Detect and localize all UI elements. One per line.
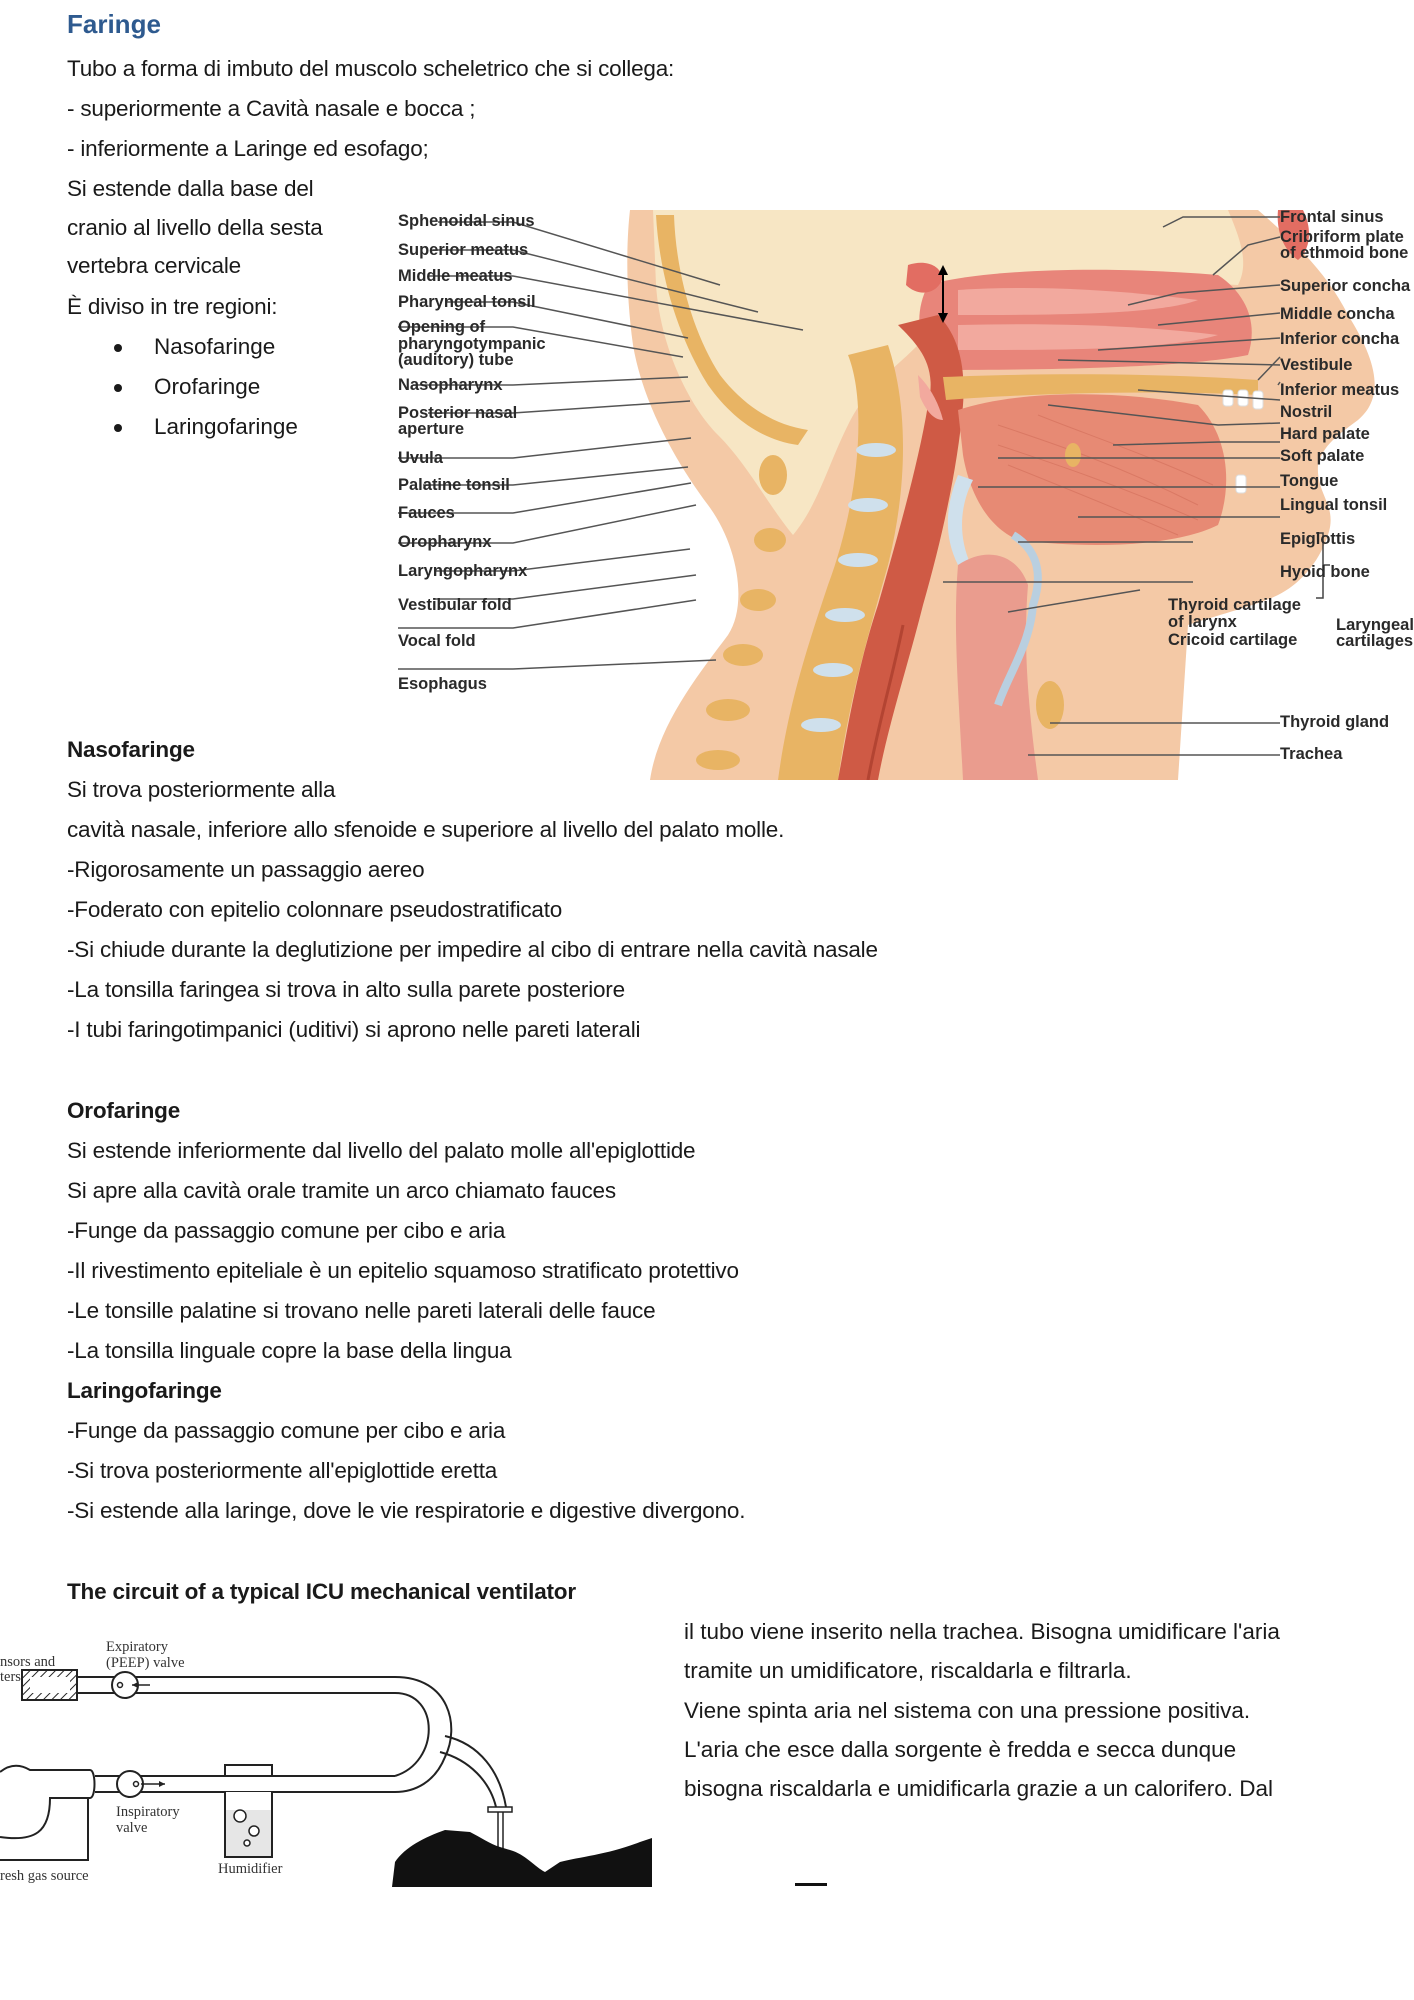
ventilator-schematic [0,1632,655,1887]
text-line: L'aria che esce dalla sorgente è fredda e secca dunque [684,1737,1237,1762]
label-fresh-gas-source: resh gas source [0,1868,89,1884]
label-hyoid-bone: Hyoid bone [1280,563,1370,581]
section-heading-orofaringe: Orofaringe [67,1098,181,1123]
intro-line: vertebra cervicale [67,253,241,278]
sagittal-head-illustration [398,205,1414,780]
section-heading-laringofaringe: Laringofaringe [67,1378,222,1403]
pharynx-anatomy-figure [398,205,1414,780]
label-inspiratory-valve: Inspiratory [116,1804,180,1820]
label-nostril: Nostril [1280,403,1333,421]
bullet-icon [114,344,122,352]
intro-line: - inferiormente a Laringe ed esofago; [67,136,429,161]
label-posterior-nasal-aperture: Posterior nasal [398,404,518,422]
text-line: -Rigorosamente un passaggio aereo [67,857,425,882]
text-line: Si apre alla cavità orale tramite un arco chiamato fauces [67,1178,616,1203]
label-opening-auditory-tube: Opening of [398,318,486,336]
label-thyroid-cartilage: Thyroid cartilage [1168,596,1301,614]
label-inferior-concha: Inferior concha [1280,330,1400,348]
text-line: Si trova posteriormente alla [67,777,336,802]
label-thyroid-gland: Thyroid gland [1280,713,1390,731]
label-trachea: Trachea [1280,745,1343,763]
label-superior-meatus: Superior meatus [398,241,529,259]
text-line: -Funge da passaggio comune per cibo e aria [67,1218,506,1243]
section-heading-nasofaringe: Nasofaringe [67,737,195,762]
text-line: bisogna riscaldarla e umidificarla grazie a un calorifero. Dal [684,1776,1274,1801]
label-laryngeal-cartilages: cartilages [1336,632,1414,650]
label-expiratory-valve: Expiratory [106,1639,169,1655]
section-heading-ventilator: The circuit of a typical ICU mechanical ventilator [67,1579,576,1604]
text-line: -Il rivestimento epiteliale è un epitelio squamoso stratificato protettivo [67,1258,739,1283]
label-superior-concha: Superior concha [1280,277,1411,295]
text-line: Si estende inferiormente dal livello del palato molle all'epiglottide [67,1138,696,1163]
text-line: -Si chiude durante la deglutizione per impedire al cibo di entrare nella cavità nasale [67,937,878,962]
text-line: -Funge da passaggio comune per cibo e aria [67,1418,506,1443]
label-vestibular-fold: Vestibular fold [398,596,512,614]
bullet-icon [114,424,122,432]
text-line: tramite un umidificatore, riscaldarla e filtrarla. [684,1658,1132,1683]
intro-line: Tubo a forma di imbuto del muscolo scheletrico che si collega: [67,56,675,81]
label-esophagus: Esophagus [398,675,487,693]
label-sensors: nsors and [0,1654,56,1670]
intro-line: cranio al livello della sesta [67,215,323,240]
page-title: Faringe [67,9,161,39]
label-soft-palate: Soft palate [1280,447,1365,465]
label-cribriform-plate: of ethmoid bone [1280,244,1409,262]
label-laryngopharynx: Laryngopharynx [398,562,528,580]
label-sphenoidal-sinus: Sphenoidal sinus [398,212,535,230]
label-hard-palate: Hard palate [1280,425,1370,443]
stray-mark [795,1883,827,1886]
text-line: -I tubi faringotimpanici (uditivi) si aprono nelle pareti laterali [67,1017,641,1042]
label-fauces: Fauces [398,504,455,522]
label-sensors: ters [0,1669,21,1685]
label-opening-auditory-tube: (auditory) tube [398,351,514,369]
label-nasopharynx: Nasopharynx [398,376,503,394]
label-tongue: Tongue [1280,472,1339,490]
label-palatine-tonsil: Palatine tonsil [398,476,510,494]
region-label: Nasofaringe [154,334,276,359]
text-line: -Foderato con epitelio colonnare pseudostratificato [67,897,563,922]
label-lingual-tonsil: Lingual tonsil [1280,496,1388,514]
label-oropharynx: Oropharynx [398,533,492,551]
label-middle-concha: Middle concha [1280,305,1395,323]
label-frontal-sinus: Frontal sinus [1280,208,1384,226]
label-inspiratory-valve: valve [116,1820,148,1836]
label-inferior-meatus: Inferior meatus [1280,381,1400,399]
bullet-icon [114,384,122,392]
text-line: il tubo viene inserito nella trachea. Bisogna umidificare l'aria [684,1619,1280,1644]
region-label: Laringofaringe [154,414,298,439]
label-laryngeal-cartilages: Laryngeal [1336,616,1414,634]
label-expiratory-valve: (PEEP) valve [106,1655,185,1671]
text-line: Viene spinta aria nel sistema con una pressione positiva. [684,1698,1251,1723]
intro-line: Si estende dalla base del [67,176,314,201]
label-opening-auditory-tube: pharyngotympanic [398,335,546,353]
label-uvula: Uvula [398,449,443,467]
label-vocal-fold: Vocal fold [398,632,476,650]
label-cricoid-cartilage: Cricoid cartilage [1168,631,1298,649]
label-thyroid-cartilage: of larynx [1168,613,1237,631]
label-posterior-nasal-aperture: aperture [398,420,465,438]
text-line: -La tonsilla faringea si trova in alto sulla parete posteriore [67,977,625,1002]
text-line: cavità nasale, inferiore allo sfenoide e superiore al livello del palato molle. [67,817,785,842]
label-pharyngeal-tonsil: Pharyngeal tonsil [398,293,536,311]
intro-line: - superiormente a Cavità nasale e bocca ; [67,96,476,121]
label-cribriform-plate: Cribriform plate [1280,228,1404,246]
label-humidifier: Humidifier [218,1861,283,1877]
text-line: -Le tonsille palatine si trovano nelle pareti laterali delle fauce [67,1298,656,1323]
label-vestibule: Vestibule [1280,356,1353,374]
region-label: Orofaringe [154,374,261,399]
text-line: -Si estende alla laringe, dove le vie respiratorie e digestive divergono. [67,1498,746,1523]
ventilator-circuit-diagram [0,1632,655,1887]
intro-line: È diviso in tre regioni: [67,294,278,319]
label-middle-meatus: Middle meatus [398,267,513,285]
text-line: -La tonsilla linguale copre la base della lingua [67,1338,512,1363]
text-line: -Si trova posteriormente all'epiglottide eretta [67,1458,498,1483]
label-epiglottis: Epiglottis [1280,530,1356,548]
